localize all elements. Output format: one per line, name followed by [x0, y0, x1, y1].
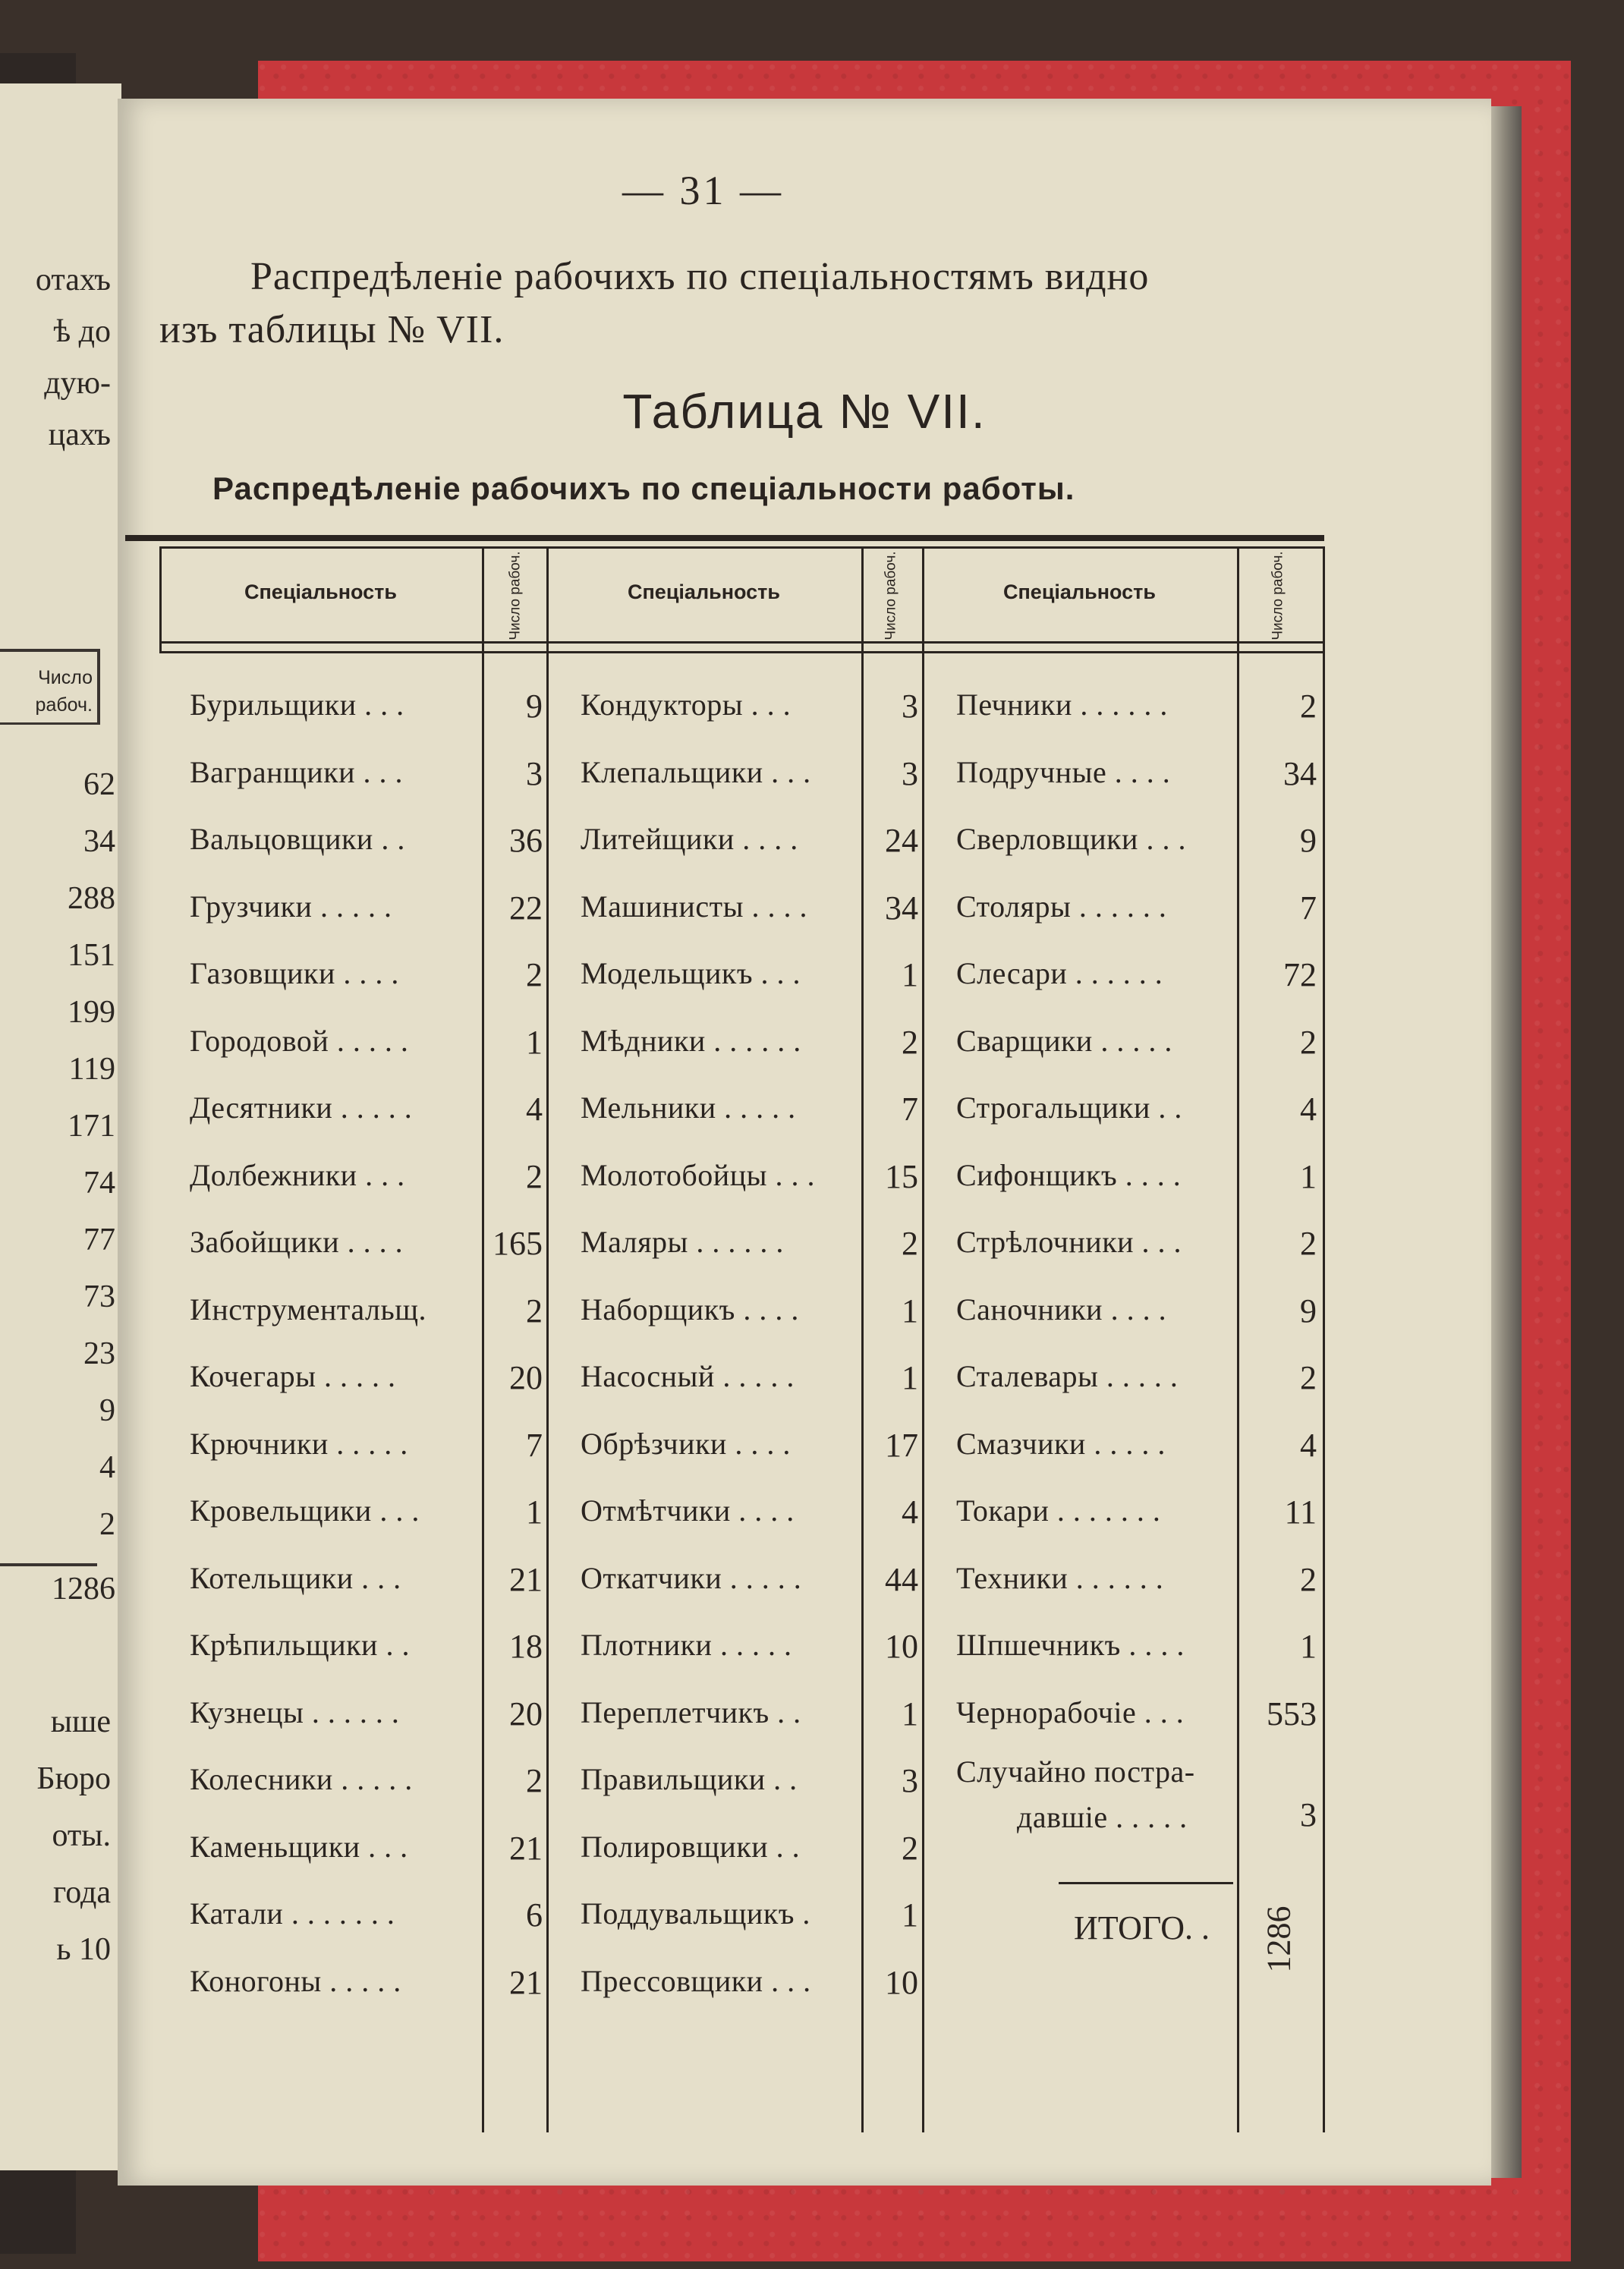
- worker-count: 20: [509, 1359, 543, 1396]
- specialty-name: Отмѣтчики . . . .: [581, 1493, 795, 1528]
- worker-count: 2: [526, 1762, 543, 1799]
- left-text-line: дую-: [44, 366, 111, 401]
- worker-count: 2: [902, 1829, 918, 1867]
- worker-count: 1: [902, 1695, 918, 1732]
- worker-count: 72: [1283, 956, 1317, 993]
- specialty-name: Клепальщики . . .: [581, 754, 811, 789]
- left-text-line: цахъ: [48, 417, 111, 452]
- specialty-name: Переплетчикъ . .: [581, 1695, 801, 1729]
- worker-count: 9: [526, 688, 543, 725]
- left-value: 171: [68, 1109, 115, 1144]
- worker-count: 34: [1283, 754, 1317, 792]
- header-specialty: Спеціальность: [244, 581, 397, 603]
- worker-count: 1: [902, 1292, 918, 1330]
- worker-count: 3: [902, 688, 918, 725]
- worker-count: 2: [1300, 1225, 1317, 1262]
- worker-count: 7: [902, 1090, 918, 1128]
- worker-count: 4: [1300, 1426, 1317, 1464]
- specialty-name: Катали . . . . . . .: [190, 1896, 395, 1931]
- table-top-rule-2: [159, 546, 1324, 549]
- specialty-name: Грузчики . . . . .: [190, 889, 392, 924]
- total-label: ИТОГО. .: [1074, 1909, 1210, 1946]
- left-value: 62: [83, 767, 115, 802]
- specialty-name: Модельщикъ . . .: [581, 956, 801, 990]
- specialty-name: Крѣпильщики . .: [190, 1628, 410, 1662]
- worker-count: 4: [1300, 1090, 1317, 1128]
- specialty-name: Сталевары . . . . .: [956, 1359, 1179, 1393]
- specialty-name: Саночники . . . .: [956, 1292, 1167, 1326]
- left-value: 4: [99, 1450, 115, 1485]
- specialty-name: Поддувальщикъ .: [581, 1896, 810, 1931]
- specialty-name: Случайно постра-: [956, 1754, 1195, 1789]
- header-bottom-rule: [159, 641, 1324, 644]
- worker-count: 3: [526, 754, 543, 792]
- header-bottom-rule-2: [159, 651, 1324, 653]
- worker-count: 18: [509, 1628, 543, 1665]
- table-subtitle: Распредѣленіе рабочихъ по спеціальности работы.: [212, 470, 1075, 506]
- worker-count: 7: [526, 1426, 543, 1464]
- header-specialty: Спеціальность: [1003, 581, 1156, 603]
- left-value: 151: [68, 938, 115, 973]
- worker-count: 44: [885, 1560, 918, 1598]
- specialty-name: Десятники . . . . .: [190, 1090, 413, 1125]
- specialty-name-cont: давшіе . . . . .: [1017, 1800, 1188, 1834]
- left-value: 2: [99, 1507, 115, 1542]
- specialty-name: Столяры . . . . . .: [956, 889, 1167, 924]
- specialty-name: Стрѣлочники . . .: [956, 1225, 1182, 1259]
- worker-count: 2: [526, 956, 543, 993]
- specialty-name: Шпшечникъ . . . .: [956, 1628, 1185, 1662]
- left-value: 77: [83, 1223, 115, 1257]
- left-total-rule: [0, 1563, 97, 1566]
- specialty-name: Техники . . . . . .: [956, 1560, 1164, 1595]
- specialty-name: Откатчики . . . . .: [581, 1560, 802, 1595]
- total-value: 1286: [1260, 1906, 1298, 1972]
- worker-count: 34: [885, 889, 918, 927]
- specialty-name: Молотобойцы . . .: [581, 1157, 815, 1192]
- left-value: 34: [83, 824, 115, 859]
- intro-line-1: Распредѣленіе рабочихъ по спеціальностямъ видно: [250, 255, 1150, 298]
- worker-count: 2: [1300, 688, 1317, 725]
- worker-count: 36: [509, 822, 543, 859]
- specialty-name: Крючники . . . . .: [190, 1426, 408, 1461]
- worker-count: 24: [885, 822, 918, 859]
- worker-count: 2: [1300, 1359, 1317, 1396]
- worker-count: 7: [1300, 889, 1317, 927]
- page-number: — 31 —: [622, 168, 784, 213]
- left-value: 74: [83, 1166, 115, 1201]
- left-value: 199: [68, 995, 115, 1030]
- specialty-name: Наборщикъ . . . .: [581, 1292, 799, 1326]
- worker-count: 2: [1300, 1560, 1317, 1598]
- col-line: [482, 546, 484, 2132]
- specialty-name: Обрѣзчики . . . .: [581, 1426, 791, 1461]
- specialty-name: Котельщики . . .: [190, 1560, 401, 1595]
- worker-count: 1: [1300, 1628, 1317, 1665]
- col-line: [922, 546, 924, 2132]
- worker-count: 2: [526, 1157, 543, 1195]
- col-line: [1323, 546, 1325, 2132]
- specialty-name: Чернорабочіе . . .: [956, 1695, 1185, 1729]
- specialty-name: Слесари . . . . . .: [956, 956, 1163, 990]
- worker-count: 20: [509, 1695, 543, 1732]
- worker-count: 4: [526, 1090, 543, 1128]
- worker-count: 17: [885, 1426, 918, 1464]
- worker-count: 3: [1300, 1796, 1317, 1833]
- specialty-name: Долбежники . . .: [190, 1157, 405, 1192]
- specialty-name: Насосный . . . . .: [581, 1359, 795, 1393]
- worker-count: 21: [509, 1829, 543, 1867]
- left-value: 288: [68, 881, 115, 916]
- specialty-name: Колесники . . . . .: [190, 1762, 413, 1796]
- specialty-name: Машинисты . . . .: [581, 889, 807, 924]
- specialty-name: Городовой . . . . .: [190, 1023, 409, 1058]
- left-page-fragment: [0, 83, 121, 2170]
- worker-count: 3: [902, 754, 918, 792]
- left-text-line: ь 10: [56, 1932, 111, 1967]
- specialty-name: Строгальщики . .: [956, 1090, 1182, 1125]
- header-count: Число рабоч.: [508, 551, 524, 640]
- header-count: Число рабоч.: [883, 551, 900, 640]
- worker-count: 22: [509, 889, 543, 927]
- left-text-line: Бюро: [36, 1761, 111, 1796]
- worker-count: 21: [509, 1963, 543, 2001]
- specialty-name: Сварщики . . . . .: [956, 1023, 1172, 1058]
- worker-count: 11: [1284, 1493, 1317, 1531]
- worker-count: 1: [902, 956, 918, 993]
- specialty-name: Кузнецы . . . . . .: [190, 1695, 400, 1729]
- specialty-name: Вагранщики . . .: [190, 754, 404, 789]
- total-rule: [1059, 1882, 1233, 1884]
- specialty-name: Газовщики . . . .: [190, 956, 399, 990]
- specialty-name: Кочегары . . . . .: [190, 1359, 396, 1393]
- left-value: 119: [68, 1052, 115, 1087]
- specialty-name: Полировщики . .: [581, 1829, 801, 1864]
- specialty-name: Бурильщики . . .: [190, 688, 404, 722]
- specialty-name: Прессовщики . . .: [581, 1963, 811, 1998]
- specialty-name: Сверловщики . . .: [956, 822, 1186, 856]
- left-value: 9: [99, 1393, 115, 1428]
- worker-count: 9: [1300, 1292, 1317, 1330]
- worker-count: 1: [902, 1896, 918, 1934]
- worker-count: 21: [509, 1560, 543, 1598]
- table-title: Таблица № VII.: [622, 384, 987, 439]
- specialty-name: Печники . . . . . .: [956, 688, 1168, 722]
- specialty-name: Токари . . . . . . .: [956, 1493, 1161, 1528]
- worker-count: 10: [885, 1963, 918, 2001]
- left-text-line: ыше: [50, 1704, 111, 1739]
- header-count: Число рабоч.: [1270, 551, 1287, 640]
- left-text-line: года: [53, 1875, 111, 1910]
- specialty-name: Вальцовщики . .: [190, 822, 405, 856]
- worker-count: 4: [902, 1493, 918, 1531]
- specialty-name: Мѣдники . . . . . .: [581, 1023, 801, 1058]
- col-line: [1237, 546, 1239, 2132]
- worker-count: 15: [885, 1157, 918, 1195]
- worker-count: 165: [493, 1225, 543, 1262]
- specialty-name: Инструментальщ.: [190, 1292, 427, 1326]
- worker-count: 3: [902, 1762, 918, 1799]
- worker-count: 1: [526, 1023, 543, 1061]
- worker-count: 10: [885, 1628, 918, 1665]
- specialty-name: Каменьщики . . .: [190, 1829, 408, 1864]
- specialty-name: Кондукторы . . .: [581, 688, 792, 722]
- worker-count: 2: [902, 1225, 918, 1262]
- specialty-name: Маляры . . . . . .: [581, 1225, 784, 1259]
- left-value: 73: [83, 1279, 115, 1314]
- left-text-line: ѣ до: [53, 314, 111, 349]
- left-value: 23: [83, 1336, 115, 1371]
- left-text-line: оты.: [52, 1818, 111, 1853]
- left-total: 1286: [52, 1572, 115, 1607]
- col-line: [861, 546, 864, 2132]
- specialty-name: Литейщики . . . .: [581, 822, 798, 856]
- worker-count: 1: [1300, 1157, 1317, 1195]
- specialty-name: Плотники . . . . .: [581, 1628, 792, 1662]
- specialty-name: Кровельщики . . .: [190, 1493, 420, 1528]
- header-specialty: Спеціальность: [628, 581, 780, 603]
- worker-count: 2: [1300, 1023, 1317, 1061]
- intro-line-2: изъ таблицы № VII.: [159, 308, 505, 351]
- document-page: [118, 99, 1491, 2186]
- specialty-name: Подручные . . . .: [956, 754, 1171, 789]
- specialty-name: Коногоны . . . . .: [190, 1963, 401, 1998]
- worker-count: 6: [526, 1896, 543, 1934]
- specialty-name: Сифонщикъ . . . .: [956, 1157, 1182, 1192]
- worker-count: 2: [902, 1023, 918, 1061]
- left-text-line: отахъ: [35, 263, 111, 297]
- specialty-name: Правильщики . .: [581, 1762, 798, 1796]
- left-count-header: Число рабоч.: [0, 652, 97, 725]
- worker-count: 553: [1267, 1695, 1317, 1732]
- page-edge: [1491, 106, 1522, 2178]
- specialty-name: Смазчики . . . . .: [956, 1426, 1166, 1461]
- specialty-name: Забойщики . . . .: [190, 1225, 404, 1259]
- left-table-fragment: [0, 649, 100, 725]
- table-top-rule: [125, 535, 1324, 541]
- worker-count: 1: [902, 1359, 918, 1396]
- worker-count: 1: [526, 1493, 543, 1531]
- worker-count: 2: [526, 1292, 543, 1330]
- worker-count: 9: [1300, 822, 1317, 859]
- specialty-name: Мельники . . . . .: [581, 1090, 796, 1125]
- col-line: [546, 546, 549, 2132]
